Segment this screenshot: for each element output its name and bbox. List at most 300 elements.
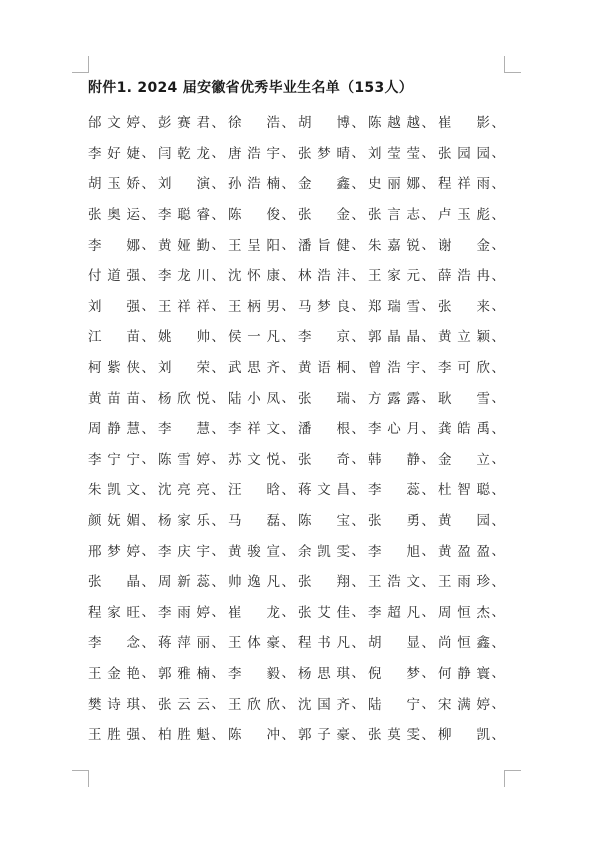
name-separator: 、: [141, 482, 155, 498]
name-entry: [368, 631, 438, 651]
student-name: 姚帅: [158, 329, 210, 346]
name-entry: [158, 111, 228, 131]
name-separator: 、: [141, 146, 155, 162]
student-name: 李祥文: [228, 421, 280, 438]
student-name: 江苗: [88, 329, 140, 346]
name-separator: 、: [141, 605, 155, 621]
name-separator: 、: [351, 513, 365, 529]
name-entry: [228, 509, 298, 529]
name-separator: 、: [351, 635, 365, 651]
name-row: [88, 290, 508, 321]
student-name: 周新蕊: [158, 574, 210, 591]
name-entry: [88, 264, 158, 284]
student-name: 汪晗: [228, 482, 280, 499]
name-separator: 、: [351, 146, 365, 162]
name-entry: [438, 111, 508, 131]
name-separator: 、: [211, 666, 225, 682]
name-entry: [158, 570, 228, 590]
student-name: 柏胜魁: [158, 727, 210, 744]
name-entry: [298, 234, 368, 254]
student-name: 王呈阳: [228, 237, 280, 254]
student-name: 李好婕: [88, 145, 140, 162]
name-separator: 、: [211, 544, 225, 560]
name-entry: [438, 631, 508, 651]
name-entry: [298, 631, 368, 651]
student-name: 张梦晴: [298, 145, 350, 162]
name-entry: [228, 172, 298, 192]
student-name: 潘旨健: [298, 237, 350, 254]
name-separator: 、: [211, 482, 225, 498]
name-entry: [368, 111, 438, 131]
name-entry: [298, 601, 368, 621]
student-name: 张云云: [158, 696, 210, 713]
name-separator: 、: [211, 421, 225, 437]
student-name: 王欣欣: [228, 696, 280, 713]
name-row: [88, 167, 508, 198]
name-entry: [298, 295, 368, 315]
name-separator: 、: [211, 727, 225, 743]
name-entry: [158, 295, 228, 315]
name-entry: [298, 723, 368, 743]
name-entry: [228, 356, 298, 376]
name-separator: 、: [421, 421, 435, 437]
name-entry: [88, 478, 158, 498]
student-name: 宋满婷: [438, 696, 490, 713]
name-separator: 、: [491, 513, 505, 529]
name-entry: [228, 387, 298, 407]
name-entry: [158, 540, 228, 560]
name-entry: [438, 662, 508, 682]
name-entry: [368, 264, 438, 284]
name-entry: [368, 509, 438, 529]
student-name: 刘演: [158, 176, 210, 193]
student-name: 朱嘉锐: [368, 237, 420, 254]
name-separator: 、: [281, 697, 295, 713]
name-separator: 、: [211, 360, 225, 376]
student-name: 陈宝: [298, 513, 350, 530]
name-entry: [298, 111, 368, 131]
student-name: 韩静: [368, 451, 420, 468]
name-row: [88, 473, 508, 504]
student-name: 陆宁: [368, 696, 420, 713]
name-separator: 、: [281, 635, 295, 651]
name-row: [88, 259, 508, 290]
student-name: 张勇: [368, 513, 420, 530]
name-entry: [88, 723, 158, 743]
name-separator: 、: [281, 146, 295, 162]
name-entry: [228, 540, 298, 560]
student-name: 郑瑞雪: [368, 298, 420, 315]
name-entry: [298, 356, 368, 376]
student-name: 卢玉彪: [438, 207, 490, 224]
student-name: 李蕊: [368, 482, 420, 499]
student-name: 李雨婷: [158, 604, 210, 621]
name-entry: [158, 448, 228, 468]
student-name: 张晶: [88, 574, 140, 591]
name-separator: 、: [491, 299, 505, 315]
name-separator: 、: [211, 697, 225, 713]
name-entry: [298, 142, 368, 162]
name-separator: 、: [211, 452, 225, 468]
name-separator: 、: [351, 329, 365, 345]
name-entry: [438, 387, 508, 407]
name-separator: 、: [421, 207, 435, 223]
student-name: 郭子豪: [298, 727, 350, 744]
name-separator: 、: [281, 574, 295, 590]
name-separator: 、: [351, 697, 365, 713]
student-name: 陈雪婷: [158, 451, 210, 468]
name-entry: [158, 203, 228, 223]
name-separator: 、: [351, 391, 365, 407]
name-separator: 、: [141, 360, 155, 376]
name-separator: 、: [421, 666, 435, 682]
student-name: 金立: [438, 451, 490, 468]
name-separator: 、: [141, 727, 155, 743]
name-entry: [298, 448, 368, 468]
name-entry: [88, 387, 158, 407]
name-entry: [298, 540, 368, 560]
student-name: 张奇: [298, 451, 350, 468]
corner-mark-top-left: [72, 56, 89, 73]
student-name: 方露露: [368, 390, 420, 407]
student-name: 史丽娜: [368, 176, 420, 193]
student-name: 付道强: [88, 268, 140, 285]
student-name: 张金: [298, 207, 350, 224]
name-entry: [228, 417, 298, 437]
student-name: 王浩文: [368, 574, 420, 591]
name-separator: 、: [141, 635, 155, 651]
student-name: 谢金: [438, 237, 490, 254]
name-separator: 、: [211, 238, 225, 254]
student-name: 余凯雯: [298, 543, 350, 560]
name-separator: 、: [421, 299, 435, 315]
name-entry: [298, 417, 368, 437]
name-entry: [298, 509, 368, 529]
name-separator: 、: [421, 391, 435, 407]
name-entry: [228, 111, 298, 131]
student-name: 张言志: [368, 207, 420, 224]
name-separator: 、: [421, 574, 435, 590]
name-entry: [438, 540, 508, 560]
student-name: 王柄男: [228, 298, 280, 315]
student-name: 邰文婷: [88, 115, 140, 132]
name-row: [88, 626, 508, 657]
student-name: 李旭: [368, 543, 420, 560]
name-separator: 、: [211, 268, 225, 284]
name-entry: [438, 723, 508, 743]
name-separator: 、: [351, 238, 365, 254]
student-name: 张莫雯: [368, 727, 420, 744]
name-row: [88, 106, 508, 137]
name-separator: 、: [281, 176, 295, 192]
name-separator: 、: [491, 727, 505, 743]
name-entry: [368, 172, 438, 192]
name-entry: [228, 234, 298, 254]
name-entry: [158, 601, 228, 621]
name-separator: 、: [351, 452, 365, 468]
name-entry: [298, 203, 368, 223]
student-name: 潘根: [298, 421, 350, 438]
name-separator: 、: [281, 544, 295, 560]
name-entry: [368, 295, 438, 315]
name-entry: [368, 387, 438, 407]
name-row: [88, 718, 508, 749]
name-separator: 、: [421, 238, 435, 254]
student-name: 林浩沣: [298, 268, 350, 285]
name-entry: [88, 540, 158, 560]
name-entry: [368, 662, 438, 682]
student-name: 刘强: [88, 298, 140, 315]
name-separator: 、: [211, 513, 225, 529]
student-name: 曾浩宇: [368, 360, 420, 377]
corner-mark-top-right: [504, 56, 521, 73]
student-name: 彭赛君: [158, 115, 210, 132]
name-entry: [228, 203, 298, 223]
name-separator: 、: [281, 666, 295, 682]
student-name: 王体豪: [228, 635, 280, 652]
name-separator: 、: [141, 697, 155, 713]
name-separator: 、: [211, 329, 225, 345]
name-entry: [158, 387, 228, 407]
name-entry: [158, 142, 228, 162]
student-name: 侯一凡: [228, 329, 280, 346]
student-name: 苏文悦: [228, 451, 280, 468]
name-separator: 、: [421, 360, 435, 376]
name-entry: [88, 417, 158, 437]
name-entry: [228, 448, 298, 468]
name-separator: 、: [281, 299, 295, 315]
name-entry: [438, 203, 508, 223]
name-entry: [368, 203, 438, 223]
name-entry: [438, 142, 508, 162]
name-separator: 、: [281, 391, 295, 407]
name-entry: [368, 356, 438, 376]
name-separator: 、: [491, 421, 505, 437]
name-row: [88, 320, 508, 351]
student-name: 程书凡: [298, 635, 350, 652]
name-entry: [298, 264, 368, 284]
name-separator: 、: [491, 391, 505, 407]
name-separator: 、: [421, 329, 435, 345]
student-name: 倪梦: [368, 665, 420, 682]
student-name: 郭雅楠: [158, 665, 210, 682]
student-name: 沈怀康: [228, 268, 280, 285]
name-separator: 、: [281, 452, 295, 468]
name-separator: 、: [211, 299, 225, 315]
name-entry: [88, 662, 158, 682]
name-separator: 、: [351, 176, 365, 192]
name-separator: 、: [351, 727, 365, 743]
student-name: 徐浩: [228, 115, 280, 132]
name-separator: 、: [141, 391, 155, 407]
name-entry: [368, 478, 438, 498]
name-entry: [228, 693, 298, 713]
name-separator: 、: [281, 268, 295, 284]
name-entry: [228, 478, 298, 498]
student-name: 李毅: [228, 665, 280, 682]
student-name: 黄娅勤: [158, 237, 210, 254]
name-entry: [298, 693, 368, 713]
student-name: 马磊: [228, 513, 280, 530]
name-entry: [298, 325, 368, 345]
name-separator: 、: [421, 115, 435, 131]
student-name: 柯紫侠: [88, 360, 140, 377]
name-separator: 、: [141, 299, 155, 315]
name-separator: 、: [351, 115, 365, 131]
name-entry: [88, 295, 158, 315]
name-entry: [88, 203, 158, 223]
name-entry: [158, 723, 228, 743]
student-name: 刘莹莹: [368, 145, 420, 162]
name-separator: 、: [281, 238, 295, 254]
name-separator: 、: [491, 482, 505, 498]
name-entry: [228, 295, 298, 315]
name-separator: 、: [421, 452, 435, 468]
student-name: 周静慧: [88, 421, 140, 438]
name-entry: [368, 234, 438, 254]
student-name: 李念: [88, 635, 140, 652]
name-entry: [438, 234, 508, 254]
name-entry: [298, 387, 368, 407]
student-name: 张来: [438, 298, 490, 315]
student-name: 李娜: [88, 237, 140, 254]
student-name: 胡显: [368, 635, 420, 652]
student-name: 邢梦婷: [88, 543, 140, 560]
name-row: [88, 198, 508, 229]
name-row: [88, 351, 508, 382]
name-separator: 、: [351, 299, 365, 315]
name-entry: [438, 356, 508, 376]
name-separator: 、: [211, 635, 225, 651]
student-name: 颜妩媚: [88, 513, 140, 530]
name-list: [88, 106, 508, 748]
student-name: 柳凯: [438, 727, 490, 744]
name-entry: [88, 325, 158, 345]
name-separator: 、: [421, 482, 435, 498]
student-name: 李可欣: [438, 360, 490, 377]
student-name: 金鑫: [298, 176, 350, 193]
name-separator: 、: [281, 360, 295, 376]
name-separator: 、: [491, 544, 505, 560]
name-row: [88, 657, 508, 688]
name-separator: 、: [281, 207, 295, 223]
student-name: 陆小凤: [228, 390, 280, 407]
name-entry: [158, 356, 228, 376]
name-separator: 、: [141, 544, 155, 560]
name-separator: 、: [491, 207, 505, 223]
student-name: 程祥雨: [438, 176, 490, 193]
name-entry: [158, 478, 228, 498]
student-name: 李超凡: [368, 604, 420, 621]
name-separator: 、: [141, 268, 155, 284]
name-entry: [88, 509, 158, 529]
name-separator: 、: [281, 115, 295, 131]
name-entry: [438, 693, 508, 713]
name-separator: 、: [491, 666, 505, 682]
student-name: 杨欣悦: [158, 390, 210, 407]
name-separator: 、: [141, 452, 155, 468]
name-entry: [368, 570, 438, 590]
student-name: 李心月: [368, 421, 420, 438]
student-name: 陈冲: [228, 727, 280, 744]
name-entry: [158, 509, 228, 529]
name-entry: [438, 478, 508, 498]
name-row: [88, 504, 508, 535]
name-separator: 、: [421, 544, 435, 560]
name-entry: [158, 631, 228, 651]
student-name: 李聪睿: [158, 207, 210, 224]
name-separator: 、: [211, 605, 225, 621]
name-entry: [228, 631, 298, 651]
student-name: 胡玉娇: [88, 176, 140, 193]
name-separator: 、: [211, 391, 225, 407]
name-separator: 、: [281, 421, 295, 437]
student-name: 唐浩宇: [228, 145, 280, 162]
student-name: 沈亮亮: [158, 482, 210, 499]
name-separator: 、: [211, 207, 225, 223]
name-separator: 、: [351, 207, 365, 223]
name-entry: [158, 417, 228, 437]
student-name: 刘荣: [158, 360, 210, 377]
name-separator: 、: [281, 513, 295, 529]
student-name: 李慧: [158, 421, 210, 438]
name-separator: 、: [281, 482, 295, 498]
name-entry: [228, 723, 298, 743]
name-separator: 、: [141, 176, 155, 192]
name-entry: [438, 601, 508, 621]
corner-mark-bottom-right: [504, 770, 521, 787]
name-entry: [158, 325, 228, 345]
name-entry: [228, 662, 298, 682]
name-separator: 、: [281, 329, 295, 345]
student-name: 周恒杰: [438, 604, 490, 621]
name-entry: [88, 111, 158, 131]
student-name: 武思齐: [228, 360, 280, 377]
name-row: [88, 137, 508, 168]
name-separator: 、: [491, 238, 505, 254]
name-separator: 、: [141, 238, 155, 254]
name-separator: 、: [421, 513, 435, 529]
student-name: 王家元: [368, 268, 420, 285]
name-separator: 、: [351, 421, 365, 437]
name-separator: 、: [281, 727, 295, 743]
student-name: 黄苗苗: [88, 390, 140, 407]
student-name: 胡博: [298, 115, 350, 132]
name-separator: 、: [421, 727, 435, 743]
name-separator: 、: [351, 544, 365, 560]
name-entry: [158, 662, 228, 682]
name-entry: [368, 325, 438, 345]
name-entry: [88, 142, 158, 162]
name-entry: [438, 172, 508, 192]
name-entry: [228, 264, 298, 284]
student-name: 张瑞: [298, 390, 350, 407]
student-name: 龚皓禹: [438, 421, 490, 438]
student-name: 黄立颖: [438, 329, 490, 346]
document-title: 附件1. 2024 届安徽省优秀毕业生名单（153人）: [88, 80, 414, 96]
name-entry: [88, 601, 158, 621]
name-separator: 、: [491, 115, 505, 131]
student-name: 王金艳: [88, 665, 140, 682]
student-name: 张艾佳: [298, 604, 350, 621]
name-row: [88, 565, 508, 596]
name-entry: [158, 172, 228, 192]
name-entry: [368, 693, 438, 713]
student-name: 陈俊: [228, 207, 280, 224]
name-entry: [368, 448, 438, 468]
student-name: 王雨珍: [438, 574, 490, 591]
name-entry: [298, 570, 368, 590]
